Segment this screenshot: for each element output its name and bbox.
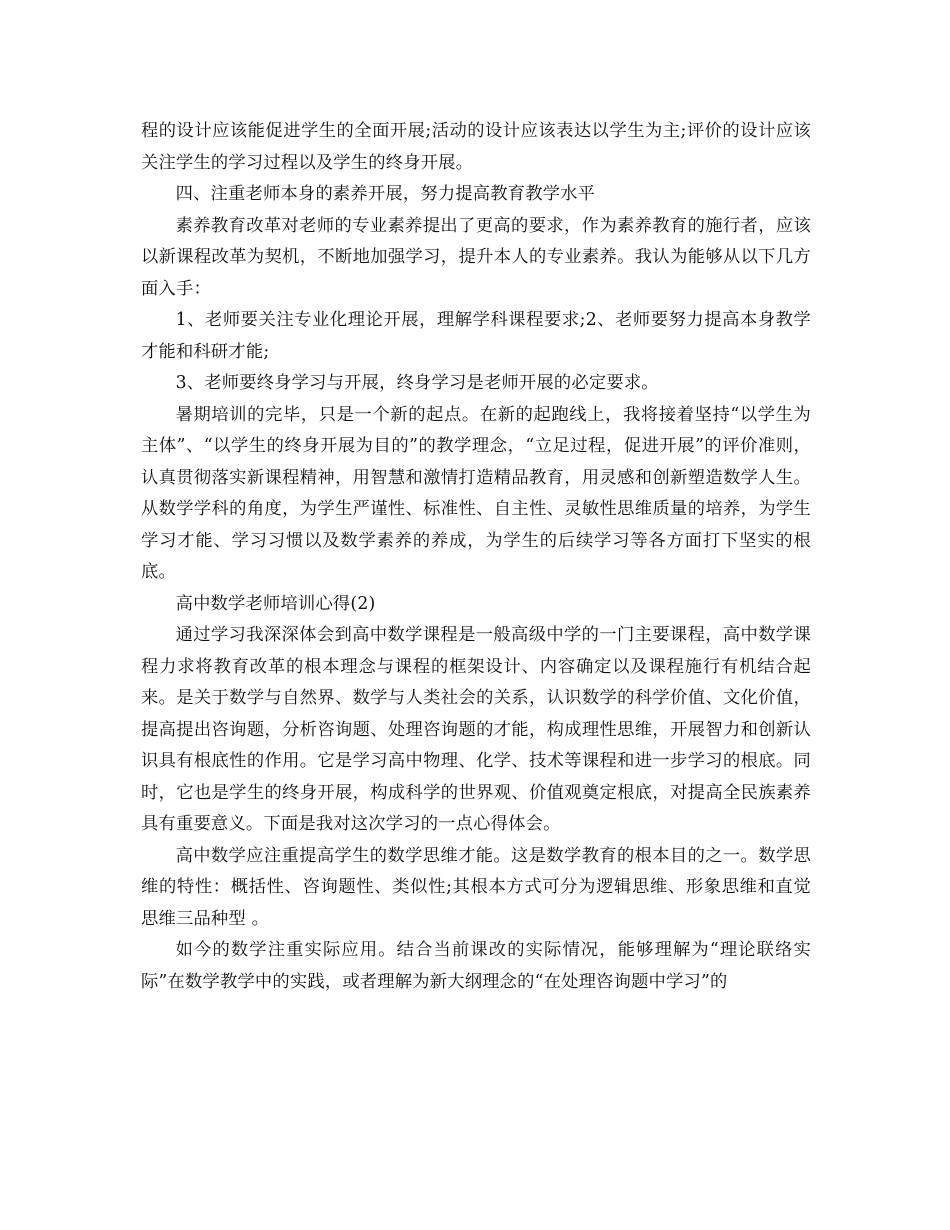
paragraph-3: 素养教育改革对老师的专业素养提出了更高的要求，作为素养教育的施行者，应该以新课程改革为契机，不断地加强学习，提升本人的专业素养。我认为能够从以下几方面入手： — [141, 215, 811, 299]
paragraph-5: 3、老师要终身学习与开展，终身学习是老师开展的必定要求。 — [175, 373, 659, 393]
paragraph-6: 暑期培训的完毕，只是一个新的起点。在新的起跑线上，我将接着坚持“以学生为主体”、“以学生的终身开展为目的”的教学理念，“立足过程，促进开展”的评价准则，认真贯彻落实新课程精神，用智慧和激情打造精品教育，用灵感和创新塑造数学人生。从数学学科的角度，为学生严谨性、标准性、自主性、灵敏性思维质量的培养，为学生学习才能、学习习惯以及数学素养的养成，为学生的后续学习等各方面打下坚实的根底。 — [141, 404, 811, 582]
paragraph-10: 如今的数学注重实际应用。结合当前课改的实际情况，能够理解为“理论联络实际”在数学教学中的实践，或者理解为新大纲理念的“在处理咨询题中学习”的 — [141, 940, 811, 992]
section-heading-teacher-literacy: 四、注重老师本身的素养开展，努力提高教育教学水平 — [175, 184, 596, 204]
section-heading-training-notes-2: 高中数学老师培训心得(2) — [175, 593, 376, 614]
paragraph-1: 程的设计应该能促进学生的全面开展;活动的设计应该表达以学生为主;评价的设计应该关注学生的学习过程以及学生的终身开展。 — [141, 121, 811, 173]
document-body — [141, 116, 811, 998]
paragraph-9: 高中数学应注重提高学生的数学思维才能。这是数学教育的根本目的之一。数学思维的特性：概括性、咨询题性、类似性;其根本方式可分为逻辑思维、形象思维和直觉思维三品种型 。 — [141, 845, 811, 929]
paragraph-8: 通过学习我深深体会到高中数学课程是一般高级中学的一门主要课程，高中数学课程力求将教育改革的根本理念与课程的框架设计、内容确定以及课程施行有机结合起来。是关于数学与自然界、数学与人类社会的关系，认识数学的科学价值、文化价值，提高提出咨询题，分析咨询题、处理咨询题的才能，构成理性思维，开展智力和创新认识具有根底性的作用。它是学习高中物理、化学、技术等课程和进一步学习的根底。同时，它也是学生的终身开展，构成科学的世界观、价值观奠定根底，对提高全民族素养具有重要意义。下面是我对这次学习的一点心得体会。 — [141, 625, 811, 834]
paragraph-4: 1、老师要关注专业化理论开展，理解学科课程要求;2、老师要努力提高本身教学才能和科研才能; — [141, 310, 811, 362]
